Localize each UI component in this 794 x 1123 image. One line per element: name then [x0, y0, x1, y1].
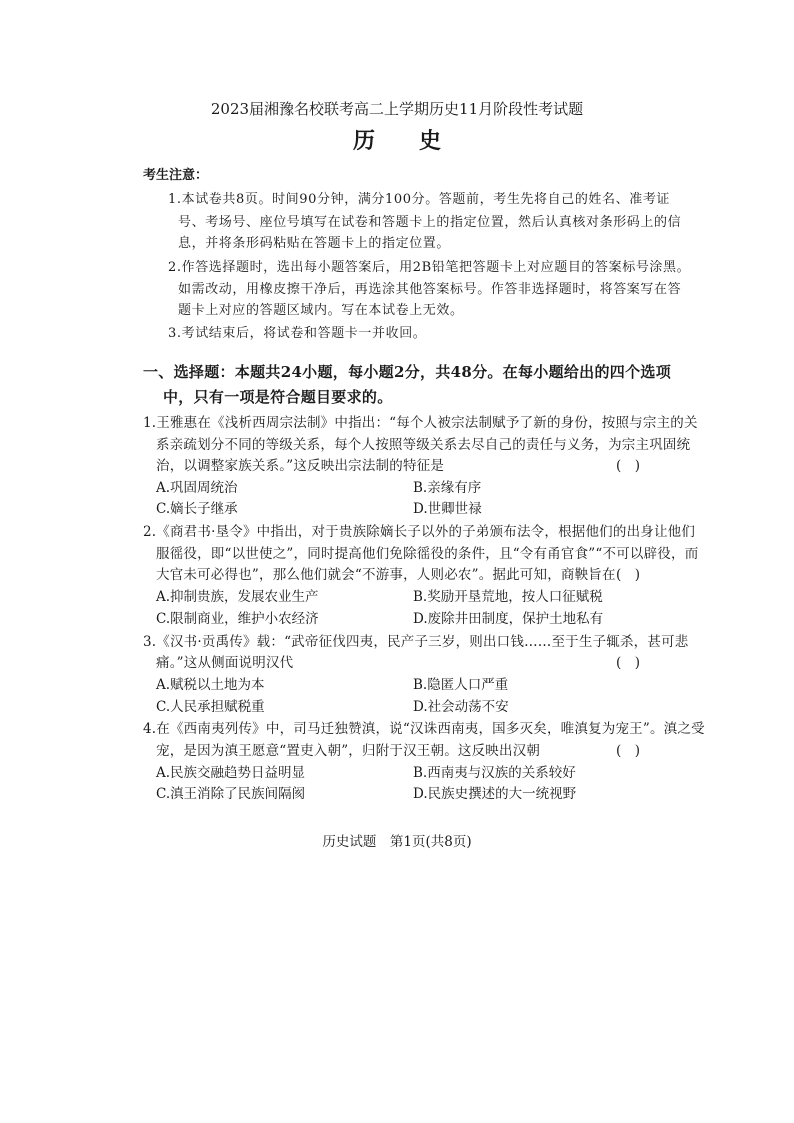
option-c: C.滇王消除了民族间隔阂	[156, 786, 306, 802]
notice-line: 1.本试卷共8页。时间90分钟，满分100分。答题前，考生先将自己的姓名、准考证	[168, 192, 671, 207]
option-b: B.西南夷与汉族的关系较好	[413, 765, 576, 781]
option-c: C.嫡长子继承	[156, 501, 238, 517]
question-text-line: 治，以调整家族关系。”这反映出宗法制的特征是	[156, 458, 445, 474]
page-footer: 历史试题 第1页(共8页)	[322, 834, 472, 850]
subject-title: 历史	[352, 128, 485, 154]
question-text-line: 服徭役，即“以世使之”，同时提高他们免除徭役的条件，且“令有甬官食”“不可以辟役，而	[156, 546, 699, 562]
answer-parenthesis: ( )	[615, 458, 641, 474]
option-c: C.限制商业，维护小农经济	[156, 611, 319, 627]
option-b: B.亲缘有序	[413, 480, 482, 496]
option-d: D.废除井田制度，保护土地私有	[413, 611, 604, 627]
question-text-line: 大官未可必得也”，那么他们就会“不游事，人则必农”。据此可知，商鞅旨在	[156, 567, 616, 583]
question-text-line: 3.《汉书·贡禹传》载：“武帝征伐四夷，民产子三岁，则出口钱……至于生子辄杀，甚可悲	[143, 634, 689, 650]
option-c: C.人民承担赋税重	[156, 699, 265, 715]
answer-parenthesis: ( )	[615, 743, 641, 759]
section-heading: 一、选择题：本题共24小题，每小题2分，共48分。在每小题给出的四个选项	[143, 363, 671, 381]
question-text-line: 1.王雅惠在《浅析西周宗法制》中指出：“每个人被宗法制赋予了新的身份，按照与宗主的关	[143, 415, 698, 431]
notice-line: 3.考试结束后，将试卷和答题卡一并收回。	[168, 326, 427, 341]
notice-line: 息，并将条形码粘贴在答题卡上的指定位置。	[178, 236, 451, 251]
answer-parenthesis: ( )	[615, 655, 641, 671]
exam-title: 2023届湘豫名校联考高二上学期历史11月阶段性考试题	[210, 100, 584, 118]
answer-parenthesis: ( )	[615, 567, 641, 583]
notice-line: 题卡上对应的答题区域内。写在本试卷上无效。	[178, 303, 464, 318]
option-a: A.赋税以土地为本	[156, 677, 265, 693]
notice-heading: 考生注意：	[143, 168, 209, 183]
option-a: A.巩固周统治	[156, 480, 238, 496]
option-d: D.社会动荡不安	[413, 699, 509, 715]
option-b: B.奖励开垦荒地，按人口征赋税	[413, 589, 603, 605]
option-d: D.世卿世禄	[413, 501, 482, 517]
notice-line: 如需改动，用橡皮擦干净后，再选涂其他答案标号。作答非选择题时，将答案写在答	[178, 282, 682, 297]
notice-line: 2.作答选择题时，选出每小题答案后，用2B铅笔把答题卡上对应题目的答案标号涂黑。	[168, 260, 691, 275]
question-text-line: 系亲疏划分不同的等级关系，每个人按照等级关系去尽自己的责任与义务，为宗主巩固统	[156, 437, 691, 453]
notice-line: 号、考场号、座位号填写在试卷和答题卡上的指定位置，然后认真核对条形码上的信	[178, 215, 682, 230]
question-text-line: 4.在《西南夷列传》中，司马迁独赞滇，说“汉诛西南夷，国多灭矣，唯滇复为宠王”。滇之受	[143, 721, 705, 737]
option-b: B.隐匿人口严重	[413, 677, 509, 693]
option-a: A.抑制贵族，发展农业生产	[156, 589, 319, 605]
question-text-line: 痛。”这从侧面说明汉代	[156, 655, 294, 671]
option-a: A.民族交融趋势日益明显	[156, 765, 306, 781]
question-text-line: 宠，是因为滇王愿意“置吏入朝”，归附于汉王朝。这反映出汉朝	[156, 743, 541, 759]
question-text-line: 2.《商君书·垦令》中指出，对于贵族除嫡长子以外的子弟颁布法令，根据他们的出身让他们	[143, 524, 696, 540]
section-heading-cont: 中，只有一项是符合题目要求的。	[163, 388, 393, 406]
option-d: D.民族史撰述的大一统视野	[413, 786, 577, 802]
